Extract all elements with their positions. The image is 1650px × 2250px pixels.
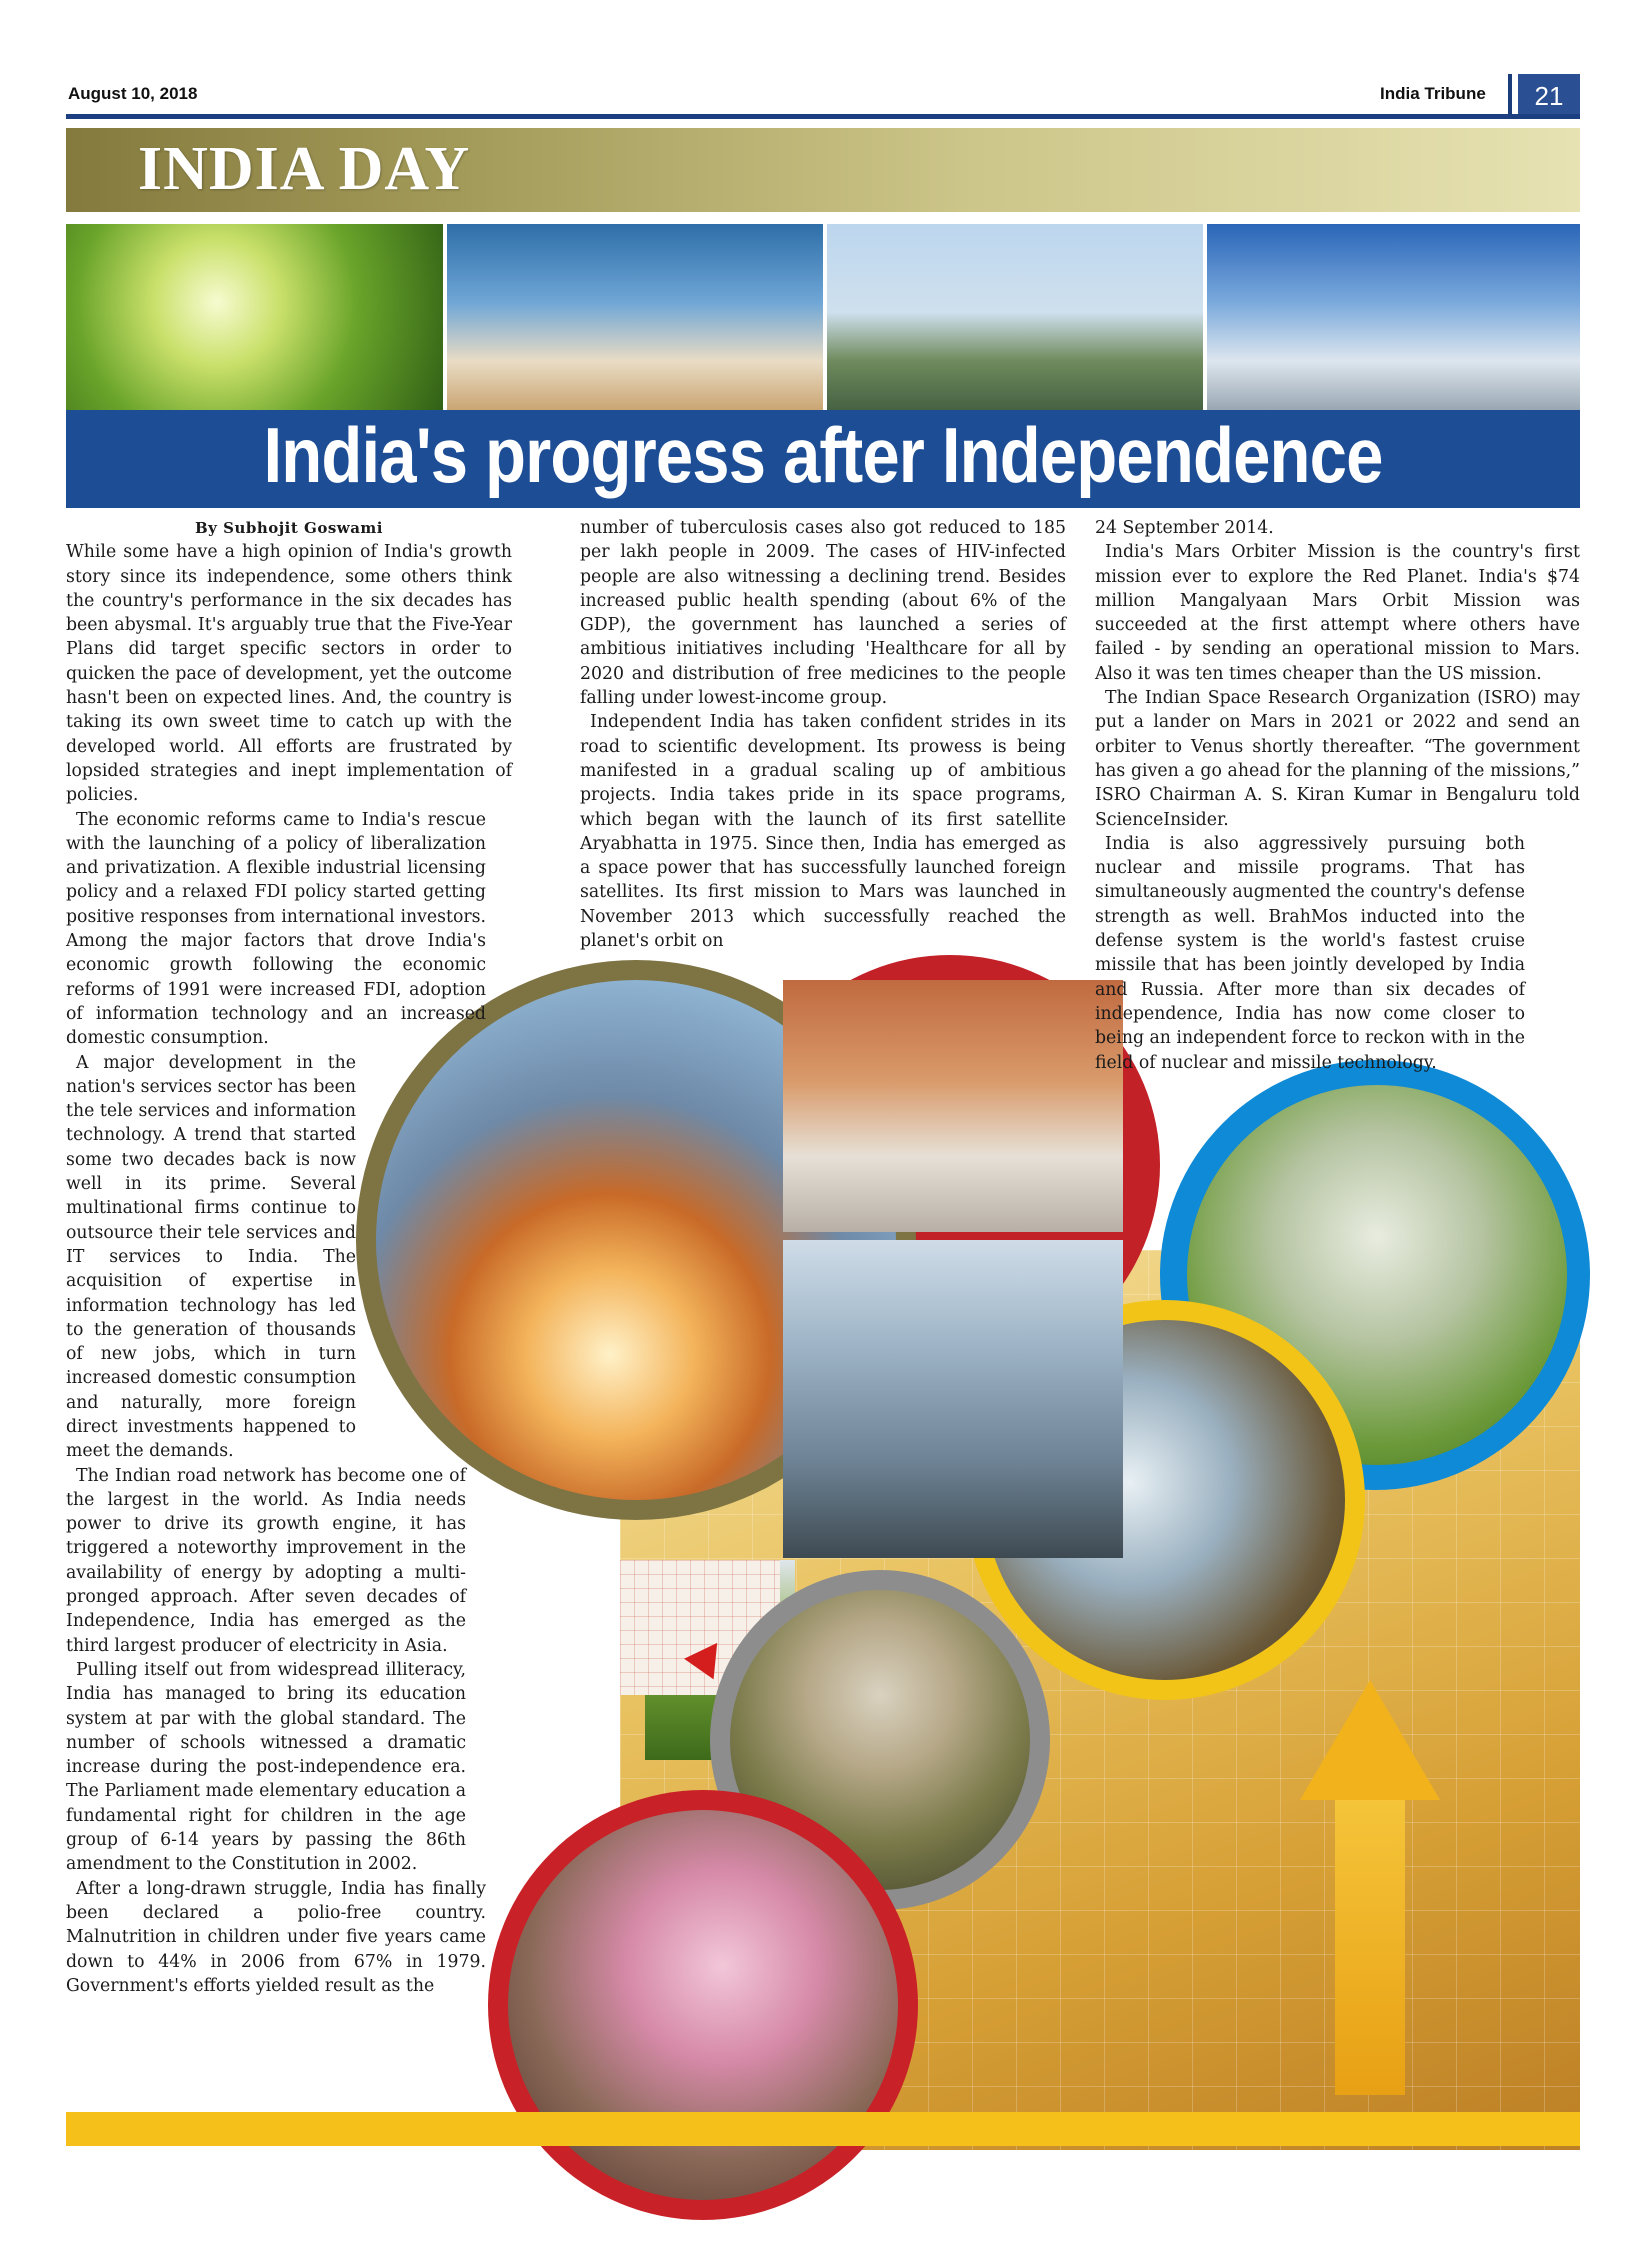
paragraph: India's Mars Orbiter Mission is the country's first mission ever to explore the Red Planet. India's $74 million Mangalyaan Mars Orbit Mission was succeeded at the first attempt where others have failed - by sending an operational mission to Mars. Also it was ten times cheaper than the US mission. (1095, 542, 1580, 684)
header-rule (66, 114, 1580, 119)
paragraph: The Indian Space Research Organization (ISRO) may put a lander on Mars in 2021 or 2022 and send an orbiter to Venus shortly thereafter. “The government has given a go ahead for the planning of the missions,” ISRO Chairman A. S. Kiran Kumar in Bengaluru told ScienceInsider. (1095, 688, 1580, 830)
article-column-1 (66, 516, 512, 1998)
office-campus-photo (827, 224, 1203, 420)
paragraph: 24 September 2014. (1095, 518, 1274, 538)
issue-date: August 10, 2018 (68, 84, 198, 103)
rocket-launch-photo (447, 224, 823, 420)
growth-arrow-icon (1300, 1680, 1440, 1800)
growth-arrow-stem (1335, 1795, 1405, 2095)
byline: By Subhojit Goswami (195, 519, 383, 537)
section-title: INDIA DAY (138, 135, 471, 203)
paragraph: After a long-drawn struggle, India has finally been declared a polio-free country. Malnutrition in children under five years came down to 44% in 2006 from 67% in 1979. Government's efforts yielded result as the (66, 1878, 486, 1996)
paragraph: A major development in the nation's services sector has been the tele services and information technology. A trend that started some two decades back is now well in its prime. Several multinational firms continue to outsource their tele services and IT services to India. The acquisition of expertise in information technology has led to the generation of thousands of new jobs, which in turn increased domestic consumption and naturally, more foreign direct investments happened to meet the demands. (66, 1052, 356, 1462)
paragraph: Pulling itself out from widespread illiteracy, India has managed to bring its education system at par with the global standard. The number of schools witnessed a dramatic increase during the post-independence era. The Parliament made elementary education a fundamental right for children in the age group of 6-14 years by passing the 86th amendment to the Constitution in 2002. (66, 1659, 466, 1875)
power-plant-photo (1207, 224, 1580, 420)
paragraph: The Indian road network has become one of the largest in the world. As India needs power to drive its growth engine, it has triggered a noteworthy improvement in the availability of energy by adopting a multi-pronged approach. After seven decades of Independence, India has emerged as the third largest producer of electricity in Asia. (66, 1465, 466, 1656)
header-separator (1508, 74, 1512, 118)
headline: India's progress after Independence (263, 411, 1383, 499)
paragraph: India is also aggressively pursuing both nuclear and missile programs. That has simultaneously augmented the country's defense strength as well. BrahMos inducted into the defense system is the world's fastest cruise missile that has been jointly developed by India and Russia. After more than six decades of independence, India has now come closer to being an independent force to reckon with in the field of nuclear and missile technology. (1095, 833, 1525, 1073)
paragraph: While some have a high opinion of India's growth story since its independence, some others think the country's performance in the six decades has been abysmal. It's arguably true that the Five-Year Plans did target specific sectors in order to quicken the pace of development, yet the outcome hasn't been on expected lines. And, the country is taking its own sweet time to catch up with the developed world. All efforts are frustrated by lopsided strategies and inept implementation of policies. (66, 542, 512, 806)
paragraph: number of tuberculosis cases also got reduced to 185 per lakh people in 2009. The cases of HIV-infected people are also witnessing a declining trend. Besides increased public health spending (about 6% of the GDP), the government has launched a series of ambitious initiatives including 'Healthcare for all by 2020 and distribution of free medicines to the people falling under lowest-income group. (580, 518, 1066, 709)
paragraph: The economic reforms came to India's rescue with the launching of a policy of liberalization and privatization. A flexible industrial licensing policy and a relaxed FDI policy started getting positive responses from international investors. Among the major factors that drove India's economic growth following the economic reforms of 1991 were increased FDI, adoption of information technology and an increased domestic consumption. (66, 809, 486, 1049)
newspaper-name: India Tribune (1380, 84, 1486, 103)
page-number: 21 (1518, 74, 1580, 118)
paragraph: Independent India has taken confident strides in its road to scientific development. Its prowess is being manifested in a gradual scaling up of ambitious projects. India takes pride in its space programs, which began with the launch of its first satellite Aryabhatta in 1975. Since then, India has emerged as a space power that has successfully launched foreign satellites. Its first mission to Mars was launched in November 2013 which successfully reached the planet's orbit on (580, 712, 1066, 952)
glass-tower-photo (783, 1240, 1123, 1558)
plant-growth-photo (66, 224, 443, 420)
article-column-2 (580, 516, 1066, 953)
article-column-3 (1095, 516, 1580, 1075)
students-photo (783, 980, 1123, 1232)
footer-yellow-band (66, 2112, 1580, 2146)
